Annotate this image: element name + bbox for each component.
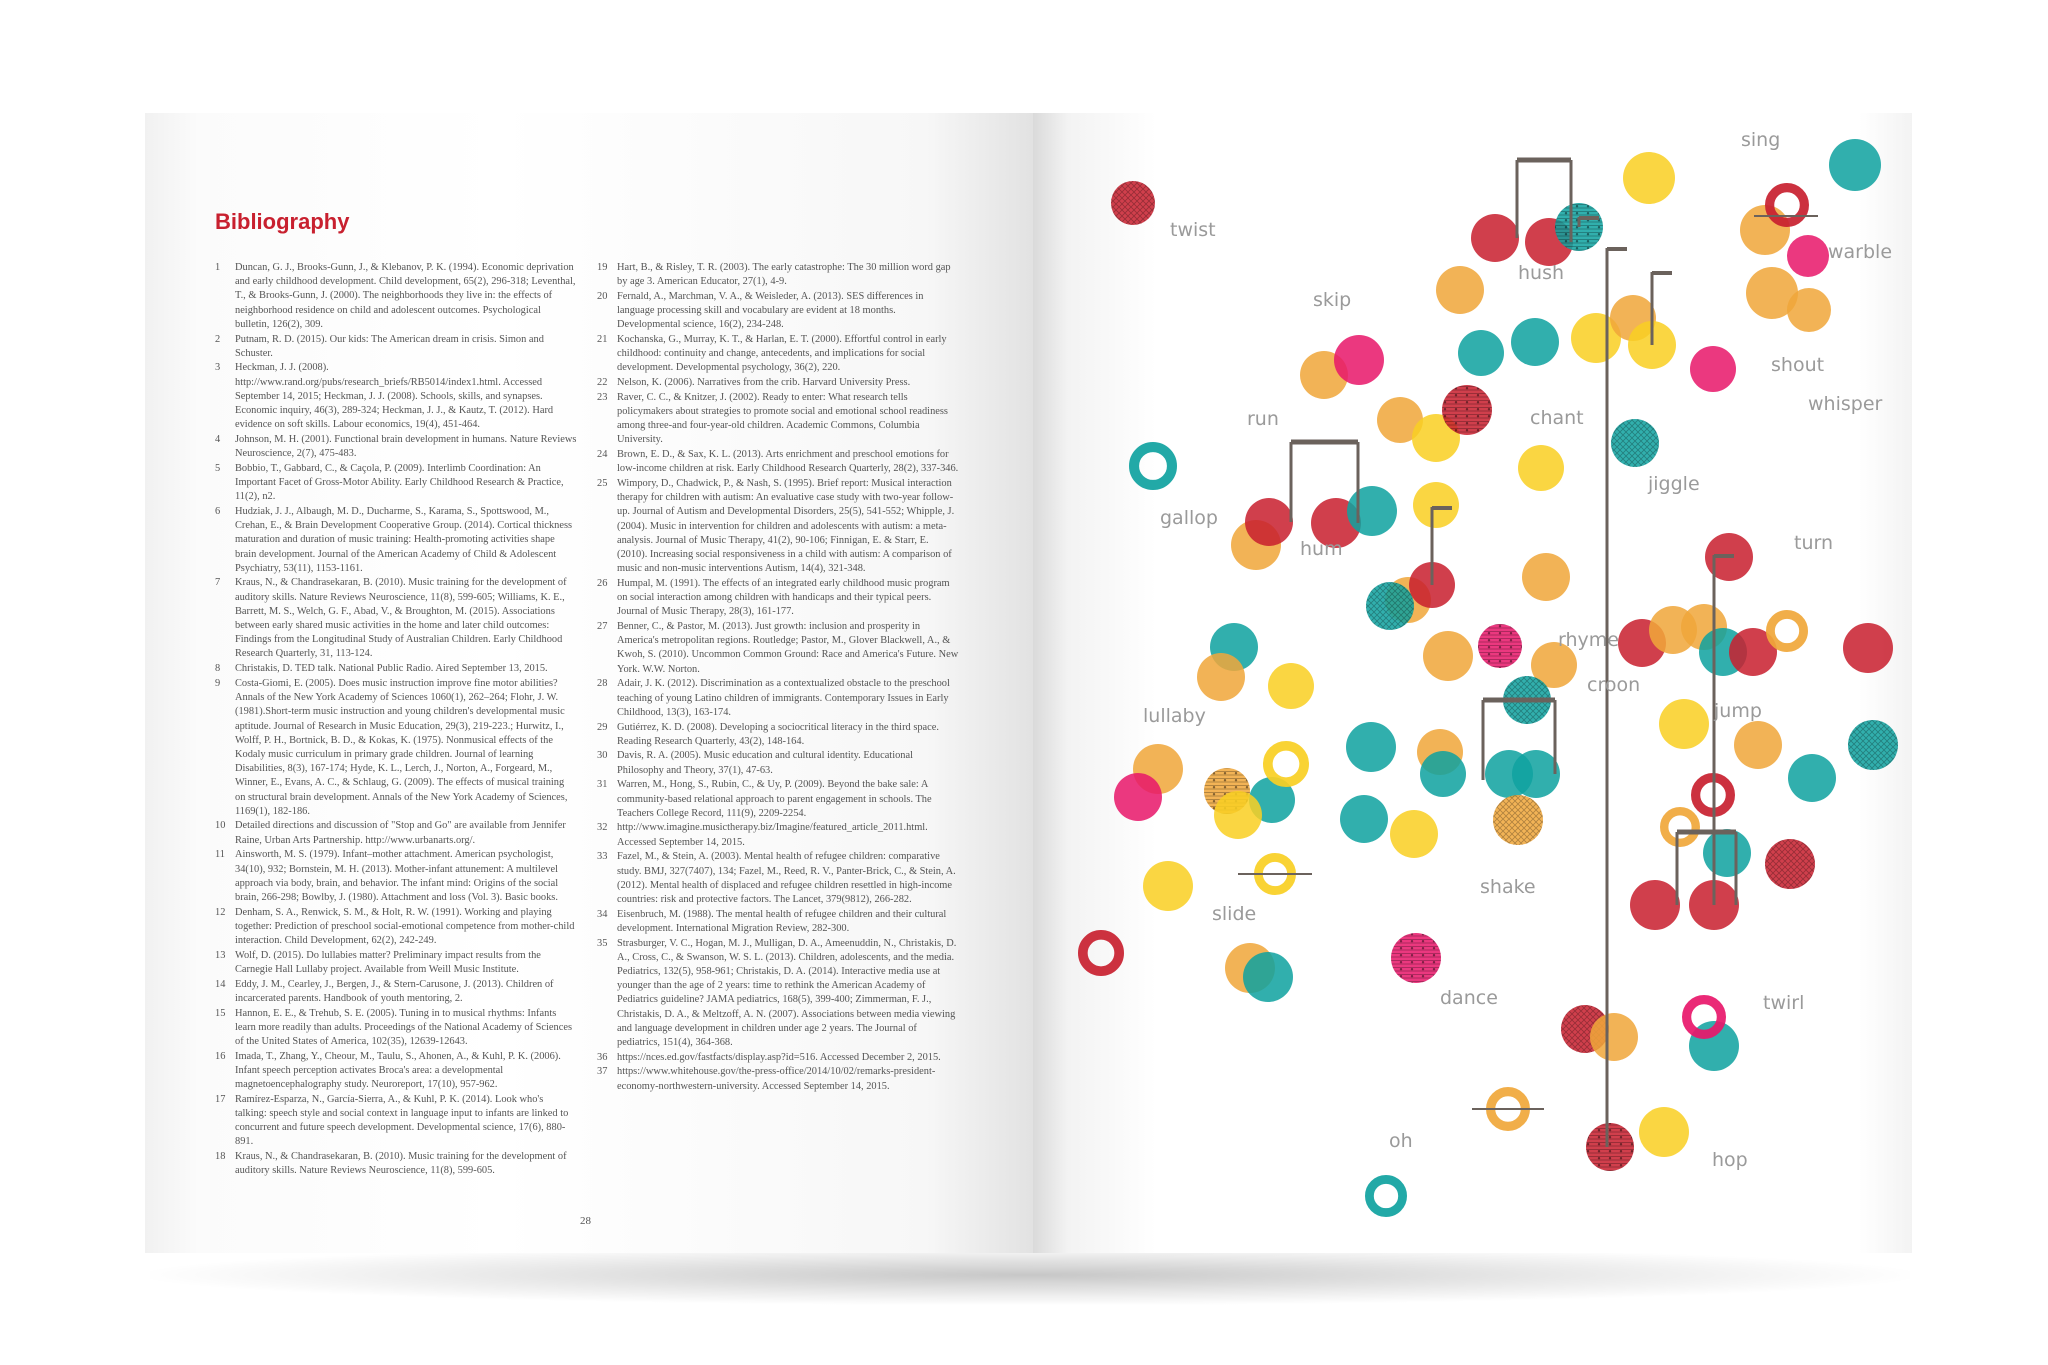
- reference-number: 2: [215, 333, 221, 345]
- reference-text: Putnam, R. D. (2015). Our kids: The American dream in crisis. Simon and Schuster.: [235, 333, 544, 359]
- reference-text: Wimpory, D., Chadwick, P., & Nash, S. (1995). Brief report: Musical interaction therapy for children with autism: An evaluative case study with two-year follow-up. Journal of Autism and Developmental Disorders, 25(5), 541-552; Whipple, J. (2004). Music in intervention for children and adolescents with autism: a meta-analysis. Journal of Music Therapy, 41(2), 90-106; Finnigan, E. & Starr, E. (2010). Increasing social responsiveness in a child with autism: A comparison of music and non-music interventions Autism, 14(4), 321-348.: [617, 478, 955, 575]
- reference-number: 3: [215, 362, 221, 374]
- reference-text: http://www.imagine.musictherapy.biz/Imagine/featured_article_2011.html. Accessed September 14, 2015.: [617, 822, 928, 848]
- reference-number: 31: [597, 779, 608, 791]
- reference-number: 11: [215, 849, 226, 861]
- dot: [1390, 810, 1438, 858]
- word-label: twist: [1170, 219, 1216, 241]
- reference-number: 32: [597, 822, 608, 834]
- dot-texture: [1478, 624, 1522, 668]
- dot-texture: [1442, 385, 1492, 435]
- reference-text: Kraus, N., & Chandrasekaran, B. (2010). Music training for the development of auditory skills. Nature Reviews Neuroscience, 11(8), 599-605.: [235, 1151, 567, 1177]
- reference-text: Johnson, M. H. (2001). Functional brain development in humans. Nature Reviews Neuroscience, 2(7), 475-483.: [235, 433, 577, 460]
- reference-number: 9: [215, 677, 221, 689]
- dot: [1214, 791, 1262, 839]
- reference-number: 13: [215, 949, 226, 961]
- reference-number: 15: [215, 1007, 226, 1019]
- reference-text: Costa-Giomi, E. (2005). Does music instruction improve fine motor abilities? Annals of the New York Academy of Sciences 1060(1), 262–264; Flohr, J. W. (1981).Short-term music instruction and young children's developmental music aptitude. Journal of Research in Music Education, 29(3), 219-223.; Hurwitz, I., Wolff, P. H., Bortnick, B. D., & Kokas, K. (1975). Nonmusical effects of the Kodaly music curriculum in primary grade children. Journal of learning Disabilities, 8(3), 167-174; Hyde, K. L., Lerch, J., Norton, A., Forgeard, M., Winner, E., Evans, A. C., & Schlaug, G. (2009). The effects of musical training on structural brain development. Annals of the New York Academy of Sciences, 1169(1), 182-186.: [235, 677, 568, 817]
- reference-number: 8: [215, 663, 221, 675]
- ring: [1369, 1179, 1402, 1212]
- reference-text: Ramírez-Esparza, N., García-Sierra, A., & Kuhl, P. K. (2014). Look who's talking: speech style and social context in language input to infants are linked to concurrent and future speech development. Developmental science, 17(6), 880-891.: [235, 1093, 569, 1148]
- reference-number: 24: [597, 449, 608, 461]
- dot: [1114, 773, 1162, 821]
- dot: [1334, 335, 1384, 385]
- dot: [1690, 346, 1736, 392]
- ring: [1770, 614, 1803, 647]
- page-number: 28: [580, 1215, 591, 1227]
- reference-text: Eisenbruch, M. (1988). The mental health of refugee children and their cultural development. International Migration Review, 282-300.: [617, 908, 947, 934]
- dot-texture: [1366, 582, 1414, 630]
- word-label: whisper: [1808, 393, 1883, 415]
- reference-number: 36: [597, 1051, 608, 1063]
- reference-text: Hart, B., & Risley, T. R. (2003). The early catastrophe: The 30 million word gap by age 3. American Educator, 27(1), 4-9.: [617, 262, 951, 288]
- word-label: oh: [1389, 1130, 1413, 1152]
- reference-number: 6: [215, 505, 221, 517]
- word-label: hum: [1300, 538, 1343, 560]
- dot: [1787, 288, 1831, 332]
- reference-text: Heckman, J. J. (2008). http://www.rand.org/pubs/research_briefs/RB5014/index1.html. Accessed September 14, 2015; Heckman, J. J. (2008). Schools, skills, and synapses. Economic inquiry, 46(3), 289-324; Heckman, J. J., & Kautz, T. (2012). Hard evidence on soft skills. Labour economics, 19(4), 451-464.: [235, 362, 554, 431]
- word-label: chant: [1530, 407, 1584, 429]
- reference-text: Humpal, M. (1991). The effects of an integrated early childhood music program on social interaction among children with handicaps and their typical peers. Journal of Music Therapy, 28(3), 161-177.: [617, 577, 950, 618]
- dot: [1245, 498, 1293, 546]
- reference-number: 22: [597, 377, 608, 389]
- reference-number: 23: [597, 391, 608, 403]
- reference-text: https://nces.ed.gov/fastfacts/display.asp?id=516. Accessed December 2, 2015.: [617, 1051, 941, 1063]
- dot: [1471, 214, 1519, 262]
- dot: [1511, 318, 1559, 366]
- word-label: croon: [1587, 674, 1641, 696]
- reference-number: 12: [215, 906, 226, 918]
- dot: [1590, 1013, 1638, 1061]
- reference-number: 28: [597, 678, 608, 690]
- reference-text: Strasburger, V. C., Hogan, M. J., Mulligan, D. A., Ameenuddin, N., Christakis, D. A., Cross, C., & Swanson, W. S. L. (2013). Children, adolescents, and the media. Pediatrics, 132(5), 958-961; Christakis, D. A. (2014). Interactive media use at younger than the age of 2 years: time to rethink the American Academy of Pediatrics guideline? JAMA pediatrics, 168(5), 399-400; Zimmerman, F. J., Christakis, D. A., & Meltzoff, A. N. (2007). Associations between media viewing and language development in children under age 2 years. The Journal of pediatrics, 151(4), 364-368.: [617, 937, 957, 1048]
- ring: [1664, 811, 1696, 843]
- dot-texture: [1848, 720, 1898, 770]
- word-label: jump: [1714, 700, 1762, 722]
- reference-text: Gutiérrez, K. D. (2008). Developing a sociocritical literacy in the third space. Reading Research Quarterly, 43(2), 148-164.: [617, 721, 939, 747]
- reference-number: 27: [597, 621, 608, 633]
- reference-number: 14: [215, 978, 226, 990]
- reference-text: Imada, T., Zhang, Y., Cheour, M., Taulu, S., Ahonen, A., & Kuhl, P. K. (2006). Infant speech perception activates Broca's area: a developmental magnetoencephalography study. Neuroreport, 17(10), 957-962.: [235, 1050, 561, 1091]
- dot: [1740, 205, 1790, 255]
- dot-texture: [1586, 1123, 1634, 1171]
- reference-text: Davis, R. A. (2005). Music education and cultural identity. Educational Philosophy and Theory, 37(1), 47-63.: [617, 750, 913, 776]
- reference-text: Detailed directions and discussion of "Stop and Go" are available from Jennifer Raine, Urban Arts Partnership. http://www.urbanarts.org/.: [235, 820, 566, 846]
- reference-number: 18: [215, 1151, 226, 1163]
- word-label: lullaby: [1143, 705, 1206, 727]
- dot: [1639, 1107, 1689, 1157]
- dot: [1512, 750, 1560, 798]
- word-label: run: [1247, 408, 1279, 430]
- reference-number: 4: [215, 433, 221, 445]
- reference-text: Eddy, J. M., Cearley, J., Bergen, J., & Stern-Carusone, J. (2013). Children of incarcerated parents. Handbook of youth mentoring, 2.: [235, 978, 554, 1004]
- reference-number: 16: [215, 1050, 226, 1062]
- word-label: jiggle: [1648, 473, 1700, 495]
- dot: [1413, 482, 1459, 528]
- dot: [1623, 152, 1675, 204]
- reference-number: 19: [597, 262, 608, 273]
- dot: [1843, 623, 1893, 673]
- reference-text: Bobbio, T., Gabbard, C., & Caçola, P. (2009). Interlimb Coordination: An Important Facet of Gross-Motor Ability. Early Childhood Research & Practice, 11(2), n2.: [235, 462, 564, 503]
- reference-number: 29: [597, 721, 608, 733]
- reference-number: 37: [597, 1066, 608, 1078]
- word-label: shout: [1771, 354, 1825, 376]
- reference-number: 25: [597, 478, 608, 490]
- dot: [1787, 235, 1829, 277]
- bibliography-title: Bibliography: [215, 209, 350, 234]
- reference-text: Denham, S. A., Renwick, S. M., & Holt, R. W. (1991). Working and playing together: Prediction of preschool social-emotional competence from mother-child interaction. Child Development, 62(2), 242-249.: [235, 906, 575, 947]
- dot: [1420, 751, 1466, 797]
- reference-text: Hudziak, J. J., Albaugh, M. D., Ducharme, S., Karama, S., Spottswood, M., Crehan, E., & Brain Development Cooperative Group. (2014). Cortical thickness maturation and duration of music training: Health-promoting activities shape brain development. Journal of the American Academy of Child & Adolescent Psychiatry, 53(11), 1153-1161.: [235, 505, 573, 574]
- word-label: gallop: [1160, 507, 1218, 529]
- reference-text: Duncan, G. J., Brooks-Gunn, J., & Klebanov, P. K. (1994). Economic deprivation and early childhood development. Child development, 65(2), 296-318; Leventhal, T., & Brooks-Gunn, J. (2000). The neighborhoods they live in: the effects of neighborhood residence on child and adolescent outcomes. Psychological bulletin, 126(2), 309.: [235, 262, 576, 330]
- reference-text: Fazel, M., & Stein, A. (2003). Mental health of refugee children: comparative study. BMJ, 327(7407), 134; Fazel, M., Reed, R. V., Panter-Brick, C., & Stein, A. (2012). Mental health of displaced and refugee children resettled in high-income countries: risk and protective factors. The Lancet, 379(9812), 266-282.: [617, 851, 956, 905]
- reference-number: 35: [597, 937, 608, 949]
- reference-text: Benner, C., & Pastor, M. (2013). Just growth: inclusion and prosperity in America's metropolitan regions. Routledge; Pastor, M., Glover Blackwell, A., & Kwoh, S. (2010). Uncommon Common Ground: Race and America's Future. New York. W.W. Norton.: [617, 621, 959, 675]
- reference-number: 7: [215, 577, 221, 589]
- word-label: hush: [1518, 262, 1565, 284]
- reference-number: 10: [215, 820, 226, 832]
- reference-text: Wolf, D. (2015). Do lullabies matter? Preliminary impact results from the Carnegie Hall Lullaby project. Available from Weill Music Institute.: [235, 949, 541, 975]
- reference-text: Raver, C. C., & Knitzer, J. (2002). Ready to enter: What research tells policymakers about strategies to promote social and emotional school readiness among three-and four-year-old children. Academic Commons, Columbia University.: [617, 391, 948, 446]
- reference-text: Hannon, E. E., & Trehub, S. E. (2005). Tuning in to musical rhythms: Infants learn more readily than adults. Proceedings of the National Academy of Sciences of the United States of America, 102(35), 12639-12643.: [235, 1007, 573, 1047]
- dot: [1518, 445, 1564, 491]
- dot: [1703, 829, 1751, 877]
- dot-texture: [1111, 181, 1155, 225]
- dot: [1829, 139, 1881, 191]
- reference-text: Christakis, D. TED talk. National Public Radio. Aired September 13, 2015.: [235, 663, 548, 675]
- reference-number: 17: [215, 1093, 226, 1105]
- reference-text: Brown, E. D., & Sax, K. L. (2013). Arts enrichment and preschool emotions for low-income children at risk. Early Childhood Research Quarterly, 28(2), 337-346.: [617, 449, 959, 475]
- word-label: hop: [1712, 1149, 1748, 1171]
- dot: [1347, 486, 1397, 536]
- dot-texture: [1765, 839, 1815, 889]
- word-label: turn: [1794, 532, 1834, 554]
- dot: [1458, 330, 1504, 376]
- dot: [1423, 631, 1473, 681]
- dot-texture: [1493, 795, 1543, 845]
- dot: [1630, 880, 1680, 930]
- reference-text: Warren, M., Hong, S., Rubin, C., & Uy, P. (2009). Beyond the bake sale: A community-based relational approach to parent engagement in schools. The Teachers College Record, 111(9), 2209-2254.: [617, 779, 932, 819]
- reference-number: 30: [597, 750, 608, 762]
- reference-number: 34: [597, 908, 608, 920]
- ring: [1268, 746, 1304, 782]
- reference-text: Adair, J. K. (2012). Discrimination as a contextualized obstacle to the preschool teaching of young Latino children of immigrants. Contemporary Issues in Early Childhood, 13(3), 163-174.: [617, 678, 950, 718]
- word-label: shake: [1480, 876, 1536, 898]
- dot: [1143, 861, 1193, 911]
- dot: [1436, 266, 1484, 314]
- dot-texture: [1611, 419, 1659, 467]
- dot: [1788, 754, 1836, 802]
- reference-number: 26: [597, 577, 608, 589]
- dot: [1340, 795, 1388, 843]
- ring: [1770, 188, 1805, 223]
- reference-text: Ainsworth, M. S. (1979). Infant–mother attachment. American psychologist, 34(10), 932; Bornstein, M. H. (2013). Mother-infant attunement: A multilevel approach via body, brain, and behavior. The infant mind: Origins of the social brain, 266-298; Bowlby, J. (1980). Attachment and loss (Vol. 3). Basic books.: [235, 849, 559, 903]
- reference-text: Kraus, N., & Chandrasekaran, B. (2010). Music training for the development of auditory skills. Nature Reviews Neuroscience, 11(8), 599-605; Williams, K. E., Barrett, M. S., Welch, G. F., Abad, V., & Broughton, M. (2015). Associations between early shared music activities in the home and later child outcomes: Findings from the Longitudinal Study of Australian Children. Early Childhood Research Quarterly, 31, 113-124.: [235, 577, 567, 660]
- dot: [1522, 553, 1570, 601]
- word-label: slide: [1212, 903, 1257, 925]
- dot: [1734, 721, 1782, 769]
- dot: [1659, 699, 1709, 749]
- word-label: rhyme: [1558, 629, 1619, 651]
- dot: [1268, 663, 1314, 709]
- word-label: dance: [1440, 987, 1498, 1009]
- reference-text: Kochanska, G., Murray, K. T., & Harlan, E. T. (2000). Effortful control in early childhood: continuity and change, antecedents, and implications for social development. Developmental psychology, 36(2), 220.: [617, 334, 947, 374]
- reference-number: 20: [597, 290, 608, 302]
- dot-texture: [1391, 933, 1441, 983]
- ring: [1134, 447, 1172, 485]
- word-label: warble: [1828, 241, 1893, 263]
- reference-text: Fernald, A., Marchman, V. A., & Weisleder, A. (2013). SES differences in language processing skill and vocabulary are evident at 18 months. Developmental science, 16(2), 234-248.: [617, 290, 924, 331]
- ring: [1083, 935, 1119, 971]
- reference-text: https://www.whitehouse.gov/the-press-office/2014/10/02/remarks-president-economy-northwestern-university. Accessed September 14, 2015.: [617, 1066, 936, 1092]
- dot: [1346, 722, 1396, 772]
- word-label: skip: [1313, 289, 1352, 311]
- dot: [1243, 952, 1293, 1002]
- reference-number: 21: [597, 334, 608, 346]
- reference-number: 33: [597, 851, 608, 863]
- reference-text: Nelson, K. (2006). Narratives from the crib. Harvard University Press.: [617, 377, 911, 389]
- reference-number: 5: [215, 462, 221, 474]
- word-label: sing: [1741, 129, 1781, 151]
- dot: [1197, 653, 1245, 701]
- word-label: twirl: [1763, 992, 1805, 1014]
- reference-number: 1: [215, 262, 221, 273]
